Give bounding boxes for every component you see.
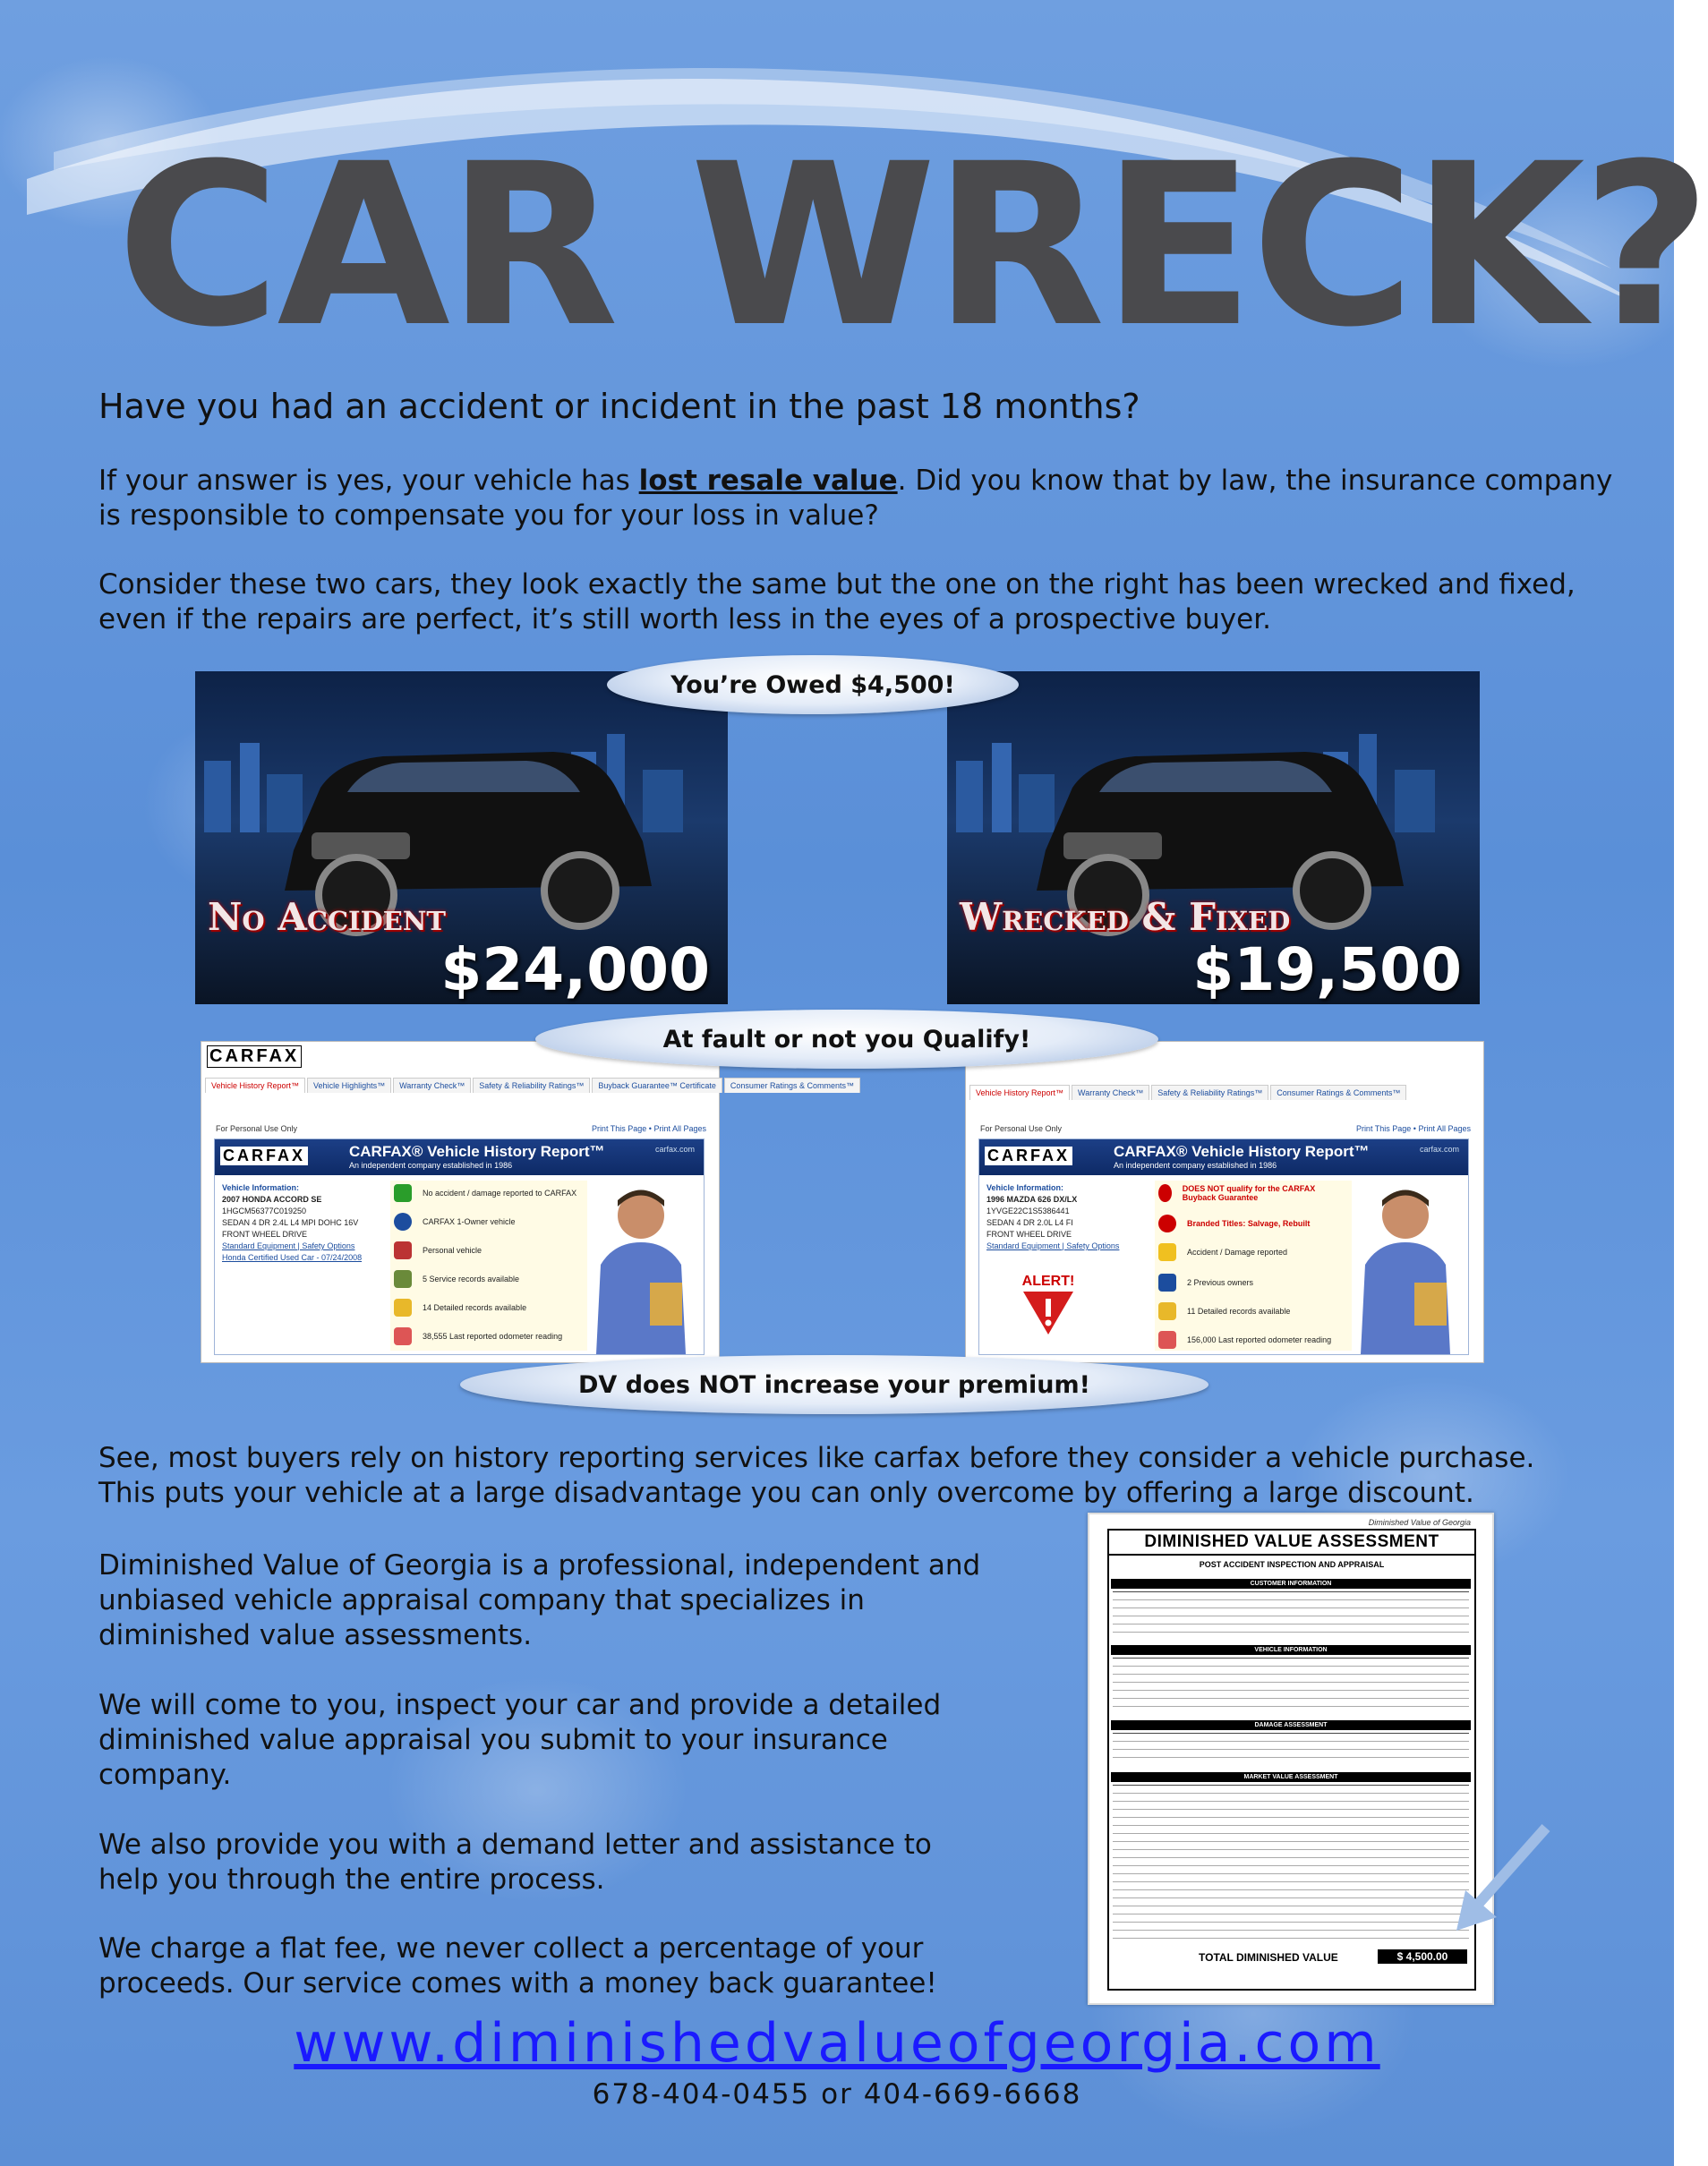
check-icon [394,1184,412,1202]
wrench-icon [394,1270,412,1288]
car-photo-wrecked-fixed [947,671,1480,1004]
list-item [394,1241,482,1259]
carfax-report-panel [978,1138,1469,1355]
list-item-text: 11 Detailed records available [1187,1307,1291,1316]
list-item [394,1270,519,1288]
wrecked-fixed-price: $19,500 [1192,935,1462,1004]
list-item-text: Branded Titles: Salvage, Rebuilt [1187,1219,1311,1228]
intro-text-before: If your answer is yes, your vehicle has [98,465,639,497]
phone-numbers: 678-404-0455 or 404-669-6668 [592,2078,1082,2111]
list-item-text: Accident / Damage reported [1187,1248,1288,1257]
carfax-report-header [979,1139,1468,1175]
list-item [1158,1243,1287,1261]
print-links[interactable]: Print This Page • Print All Pages [591,1124,706,1133]
list-item-text: 2 Previous owners [1187,1278,1254,1287]
list-item [394,1184,576,1202]
carfax-tab[interactable]: Consumer Ratings & Comments™ [724,1078,860,1093]
vehicle-info [986,1182,1148,1252]
carfax-tab[interactable]: Buyback Guarantee™ Certificate [592,1078,722,1093]
company-line: Diminished Value of Georgia is a professional, independent and [98,1549,981,1582]
vehicle-engine: SEDAN 4 DR 2.4L L4 MPI DOHC 16V [222,1218,359,1227]
list-item-text: DOES NOT qualify for the CARFAX Buyback Guarantee [1182,1184,1316,1202]
company-line: unbiased vehicle appraisal company that specializes in [98,1584,865,1616]
certified-link[interactable]: Honda Certified Used Car - 07/24/2008 [222,1253,363,1262]
carfax-tabs [205,1078,862,1093]
carfax-tab[interactable]: Warranty Check™ [1072,1085,1149,1100]
form-grid [1113,1733,1469,1758]
buyers-paragraph [98,1441,1674,1511]
list-item-text: 5 Service records available [423,1275,520,1283]
intro-line-2: is responsible to compensate you for your loss in value? [98,499,879,532]
consider-line-1: Consider these two cars, they look exactly the same but the one on the right has been wrecked and fixed, [98,568,1576,601]
carfax-report-title: CARFAX® Vehicle History Report™ [1114,1143,1370,1160]
section-bar: MARKET VALUE ASSESSMENT [1111,1772,1471,1782]
inspect-line: diminished value appraisal you submit to your insurance [98,1724,888,1756]
company-paragraph [98,1548,1065,1653]
arrow-pointer-icon [1448,1819,1555,1935]
assessment-brand: Diminished Value of Georgia [1368,1518,1471,1527]
consider-paragraph [98,567,1638,637]
vehicle-drive: FRONT WHEEL DRIVE [222,1230,308,1239]
owners-icon [1158,1274,1176,1292]
demand-paragraph [98,1828,1065,1897]
list-item [394,1299,526,1317]
question-heading: Have you had an accident or incident in the past 18 months? [98,387,1140,426]
no-accident-label: No Accident [208,895,446,939]
carfax-report-subtitle: An independent company established in 1986 [1114,1161,1277,1170]
form-grid [1113,1658,1469,1707]
carfax-tab[interactable]: Vehicle History Report™ [969,1085,1070,1100]
vehicle-vin: 1YVGE22C1S5386441 [986,1207,1070,1215]
odometer-icon [394,1327,412,1345]
car-photo-no-accident [195,671,728,1004]
inspect-line: company. [98,1759,232,1791]
form-grid [1113,1591,1469,1633]
carfax-report-subtitle: An independent company established in 1986 [349,1161,513,1170]
vehicle-info [222,1182,383,1264]
alert-badge [1015,1274,1081,1345]
carfax-mini-logo: CARFAX [985,1147,1072,1165]
premium-badge: DV does NOT increase your premium! [460,1355,1208,1414]
carfax-domain: carfax.com [1419,1145,1459,1154]
carfax-tab[interactable]: Consumer Ratings & Comments™ [1270,1085,1406,1100]
form-grid [1113,1785,1469,1939]
total-label: TOTAL DIMINISHED VALUE [1199,1951,1338,1964]
inspect-line: We will come to you, inspect your car and provide a detailed [98,1689,942,1721]
website-link[interactable]: www.diminishedvalueofgeorgia.com [294,2012,1380,2075]
qualify-badge: At fault or not you Qualify! [535,1010,1158,1069]
section-bar: VEHICLE INFORMATION [1111,1645,1471,1655]
warning-icon [1158,1243,1176,1261]
personal-use-note: For Personal Use Only [980,1124,1063,1133]
carfax-spokesman-image [578,1175,704,1354]
fee-paragraph [98,1931,1065,2001]
demand-line: We also provide you with a demand letter and assistance to [98,1829,932,1861]
carfax-domain: carfax.com [654,1145,695,1154]
alert-icon [1158,1215,1176,1232]
carfax-spokesman-image [1343,1175,1468,1354]
assessment-document-image [1088,1513,1494,2005]
carfax-summary-list [1155,1181,1352,1351]
carfax-tab[interactable]: Vehicle Highlights™ [307,1078,391,1093]
carfax-report-header [215,1139,704,1175]
carfax-tab[interactable]: Safety & Reliability Ratings™ [473,1078,590,1093]
inspect-paragraph [98,1688,1065,1793]
carfax-tabs [969,1085,1408,1100]
carfax-logo: CARFAX [207,1045,303,1068]
list-item [1158,1184,1337,1202]
owed-amount-badge: You’re Owed $4,500! [607,655,1019,714]
list-item-text: 156,000 Last reported odometer reading [1187,1335,1332,1344]
equipment-links[interactable]: Standard Equipment | Safety Options [222,1241,355,1250]
headline: CAR WRECK? [116,115,1708,376]
carfax-tab[interactable]: Warranty Check™ [393,1078,471,1093]
list-item-text: Personal vehicle [423,1246,483,1255]
vehicle-engine: SEDAN 4 DR 2.0L L4 FI [986,1218,1073,1227]
list-item-text: 14 Detailed records available [423,1303,527,1312]
list-item [394,1213,516,1231]
vehicle-drive: FRONT WHEEL DRIVE [986,1230,1072,1239]
folder-icon [394,1299,412,1317]
fee-line: We charge a flat fee, we never collect a percentage of your [98,1932,924,1965]
list-item [1158,1215,1310,1232]
alert-text: ALERT! [1021,1274,1075,1289]
list-item [1158,1331,1331,1349]
house-icon [394,1241,412,1259]
carfax-tab[interactable]: Safety & Reliability Ratings™ [1151,1085,1268,1100]
total-value: $ 4,500.00 [1378,1949,1467,1964]
lost-resale-value-emphasis: lost resale value [638,465,898,497]
vehicle-vin: 1HGCM56377C019250 [222,1207,307,1215]
carfax-report-panel [214,1138,705,1355]
demand-line: help you through the entire process. [98,1863,605,1896]
section-bar: CUSTOMER INFORMATION [1111,1579,1471,1589]
buyers-line-1: See, most buyers rely on history reporting services like carfax before they consider a vehicle purchase. [98,1442,1535,1474]
carfax-report-title: CARFAX® Vehicle History Report™ [349,1143,605,1160]
list-item [1158,1274,1253,1292]
assessment-title: DIMINISHED VALUE ASSESSMENT [1109,1532,1474,1556]
odometer-icon [1158,1331,1176,1349]
alert-warning-icon [1021,1290,1075,1336]
intro-paragraph [98,464,1620,533]
folder-icon [1158,1302,1176,1320]
owner-icon [394,1213,412,1231]
list-item-text: CARFAX 1-Owner vehicle [423,1217,516,1226]
assessment-frame [1107,1518,1476,1991]
carfax-summary-list [390,1181,587,1351]
list-item-text: No accident / damage reported to CARFAX [423,1189,577,1198]
print-links[interactable]: Print This Page • Print All Pages [1355,1124,1471,1133]
equipment-links[interactable]: Standard Equipment | Safety Options [986,1241,1120,1250]
list-item-text: 38,555 Last reported odometer reading [423,1332,563,1341]
vehicle-model: 1996 MAZDA 626 DX/LX [986,1195,1078,1204]
vehicle-info-heading: Vehicle Information: [222,1183,300,1192]
list-item [1158,1302,1290,1320]
alert-icon [1158,1184,1172,1202]
personal-use-note: For Personal Use Only [216,1124,298,1133]
list-item [394,1327,562,1345]
no-accident-price: $24,000 [440,935,710,1004]
carfax-report-salvage [965,1041,1484,1363]
carfax-mini-logo: CARFAX [220,1147,308,1165]
section-bar: DAMAGE ASSESSMENT [1111,1720,1471,1730]
carfax-tab[interactable]: Vehicle History Report™ [205,1078,305,1093]
wrecked-fixed-label: Wrecked & Fixed [960,895,1291,939]
assessment-subtitle: POST ACCIDENT INSPECTION AND APPRAISAL [1199,1560,1385,1569]
fee-line: proceeds. Our service comes with a money back guarantee! [98,1967,937,2000]
carfax-report-clean [201,1041,854,1363]
vehicle-info-heading: Vehicle Information: [986,1183,1064,1192]
consider-line-2: even if the repairs are perfect, it’s still worth less in the eyes of a prospective buyer. [98,603,1271,635]
company-line: diminished value assessments. [98,1619,533,1651]
vehicle-model: 2007 HONDA ACCORD SE [222,1195,322,1204]
intro-text-after: . Did you know that by law, the insurance company [897,465,1613,497]
buyers-line-2: This puts your vehicle at a large disadvantage you can only overcome by offering a large discount. [98,1477,1474,1509]
